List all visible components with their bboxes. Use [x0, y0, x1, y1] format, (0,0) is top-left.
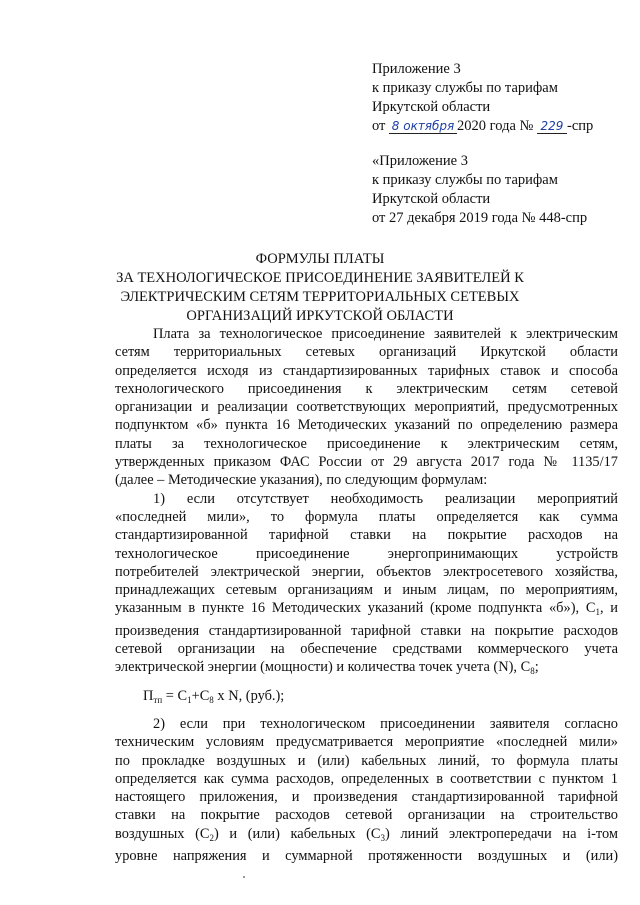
paragraph-line: подпунктом «б» пункта 16 Методических указаний по определению размера: [115, 417, 618, 434]
paragraph-line: «последней мили», то формула платы определяется как сумма: [115, 508, 618, 525]
document-body: [115, 325, 618, 865]
formula-tail: х N, (руб.);: [213, 687, 285, 704]
appendix-line: от 27 декабря 2019 года № 448-спр: [372, 210, 588, 226]
paragraph-line-c8: [115, 658, 618, 680]
paragraph-line: определяется исходя из стандартизированных тарифных ставок и способа: [115, 362, 618, 379]
formula-plus: +С: [191, 687, 210, 704]
text-run: , и: [599, 600, 618, 617]
paragraph-line: ставки на покрытие расходов сетевой организации на строительство: [115, 807, 618, 824]
text-run: воздушных (С: [115, 825, 210, 842]
appendix-line: к приказу службы по тарифам: [372, 172, 558, 188]
paragraph-line: принадлежащих сетевым организациям и иным лицам, по мероприятиям,: [115, 582, 618, 599]
title-line: ЗА ТЕХНОЛОГИЧЕСКОЕ ПРИСОЕДИНЕНИЕ ЗАЯВИТЕЛЕЙ К: [116, 270, 524, 286]
appendix-line: Иркутской области: [372, 99, 491, 115]
year-text: 2020 года №: [457, 118, 534, 134]
paragraph-line: по прокладке воздушных и (или) кабельных линий, то формула платы: [115, 752, 618, 769]
text-run: ) и (или) кабельных (С: [214, 825, 381, 842]
paragraph-line: произведения стандартизированной тарифной ставки на покрытие расходов: [115, 622, 618, 639]
paragraph-line: технологическое присоединение энергопринимающих устройств: [115, 545, 618, 562]
paragraph-line: сетевой организации на обеспечение средствами коммерческого учета: [115, 641, 618, 658]
appendix-header-current: [372, 60, 593, 136]
appendix-header-previous: [372, 152, 587, 228]
title-line: ФОРМУЛЫ ПЛАТЫ: [255, 251, 385, 267]
subscript: 1: [595, 607, 600, 618]
appendix-date-line: [372, 117, 593, 136]
text-run: указанным в пункте 16 Методических указаний (кроме подпункта «б»), С: [115, 600, 596, 617]
subscript: 8: [209, 694, 214, 705]
appendix-line: к приказу службы по тарифам: [372, 80, 558, 96]
subscript: 1: [187, 694, 192, 705]
paragraph-line: 2) если при технологическом присоединении заявителя согласно: [153, 715, 618, 732]
paragraph-line-c2-c3: [115, 825, 618, 847]
appendix-line: Иркутской области: [372, 191, 491, 207]
text-run: ) линий электропередачи на i-том: [385, 825, 618, 842]
paragraph-line: технологического присоединения к электрическим сетям сетевой: [115, 380, 618, 397]
date-prefix: от: [372, 118, 386, 134]
paragraph-line: настоящего приложения, и произведения стандартизированной тарифной: [115, 789, 618, 806]
paragraph-line: стандартизированной тарифной ставки на покрытие расходов на: [115, 527, 618, 544]
subscript: тп: [153, 694, 163, 705]
subscript: 8: [530, 666, 535, 677]
paragraph-line: платы за технологическое присоединение к электрическим сетям,: [115, 435, 618, 452]
subscript: 3: [380, 832, 386, 843]
paragraph-line: уровне напряжения и суммарной протяженности воздушных и (или): [115, 848, 618, 865]
text-run: электрической энергии (мощности) и количества точек учета (N), С: [115, 659, 531, 676]
paragraph-line: потребителей электрической энергии, объектов электросетевого хозяйства,: [115, 563, 618, 580]
title-line: ОРГАНИЗАЦИЙ ИРКУТСКОЙ ОБЛАСТИ: [186, 308, 454, 324]
scan-speck: [243, 876, 245, 878]
handwritten-date: 8 октября: [389, 119, 457, 134]
appendix-line: Приложение 3: [372, 61, 461, 77]
paragraph-line: сетям территориальных сетевых организаций Иркутской области: [115, 344, 618, 361]
handwritten-order-number: 229: [537, 119, 567, 134]
paragraph-line: Плата за технологическое присоединение заявителей к электрическим: [153, 326, 618, 342]
appendix-line: «Приложение 3: [372, 153, 468, 169]
paragraph-line: техническим условиям предусматривается мероприятие «последней мили»: [115, 734, 618, 751]
order-number-suffix: -спр: [566, 118, 594, 134]
subscript: 2: [209, 832, 214, 843]
formula-p: П: [143, 687, 154, 704]
paragraph-line: определяется как сумма расходов, определенных в соответствии с пунктом 1: [115, 770, 618, 787]
title-line: ЭЛЕКТРИЧЕСКИМ СЕТЯМ ТЕРРИТОРИАЛЬНЫХ СЕТЕВЫХ: [120, 289, 520, 305]
paragraph-line: 1) если отсутствует необходимость реализации мероприятий: [153, 490, 618, 507]
paragraph-line: утвержденных приказом ФАС России от 29 августа 2017 года № 1135/17: [115, 454, 618, 471]
document-title: [100, 250, 540, 326]
text-run: ;: [534, 659, 539, 676]
paragraph-line: (далее – Методические указания), по следующим формулам:: [115, 472, 488, 489]
paragraph-line: организации и реализации соответствующих мероприятий, предусмотренных: [115, 399, 618, 416]
formula-eq: = С: [162, 687, 188, 704]
paragraph-line-c1: [115, 599, 618, 621]
formula-line: [115, 687, 618, 709]
